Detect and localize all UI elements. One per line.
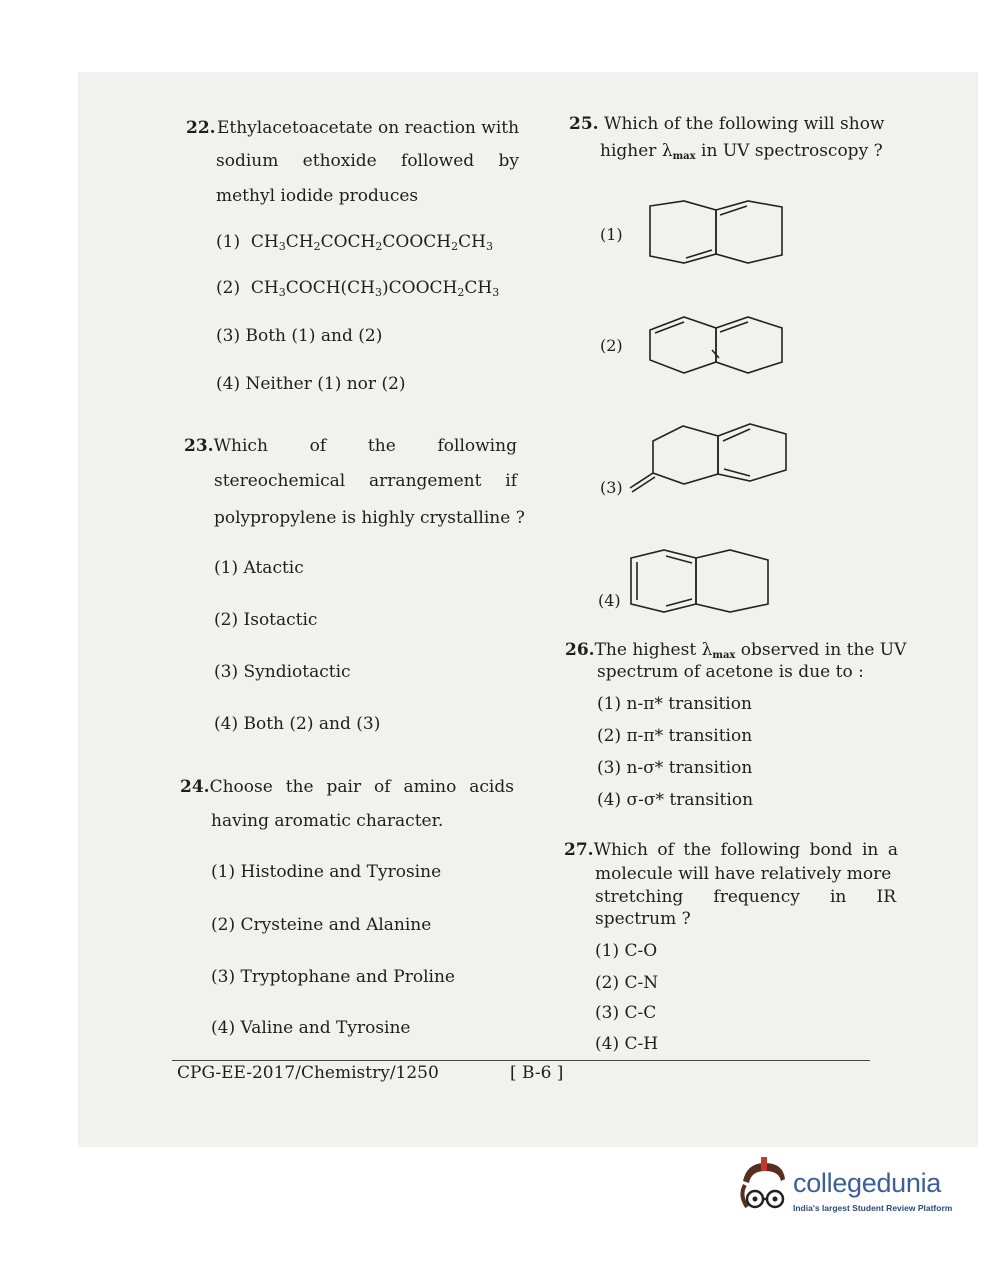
collegedunia-mascot-icon bbox=[735, 1155, 795, 1225]
question-text-line: 27.Which of the following bond in a bbox=[564, 840, 898, 860]
option-2-label[interactable]: (2) bbox=[600, 336, 623, 355]
option-1[interactable]: (1) C-O bbox=[595, 941, 658, 961]
option-2[interactable]: (2) $CH_3COCH(CH_3)COOCH_2CH_3$ bbox=[216, 278, 500, 299]
formula: $CH_3COCH(CH_3)COOCH_2CH_3$ bbox=[245, 278, 500, 299]
question-text-line: stereochemical arrangement if bbox=[214, 471, 517, 491]
option-2[interactable]: (2) Isotactic bbox=[214, 610, 318, 630]
option-4[interactable]: (4) Neither (1) nor (2) bbox=[216, 374, 406, 394]
page-number: [ B-6 ] bbox=[510, 1063, 564, 1083]
option-1[interactable]: (1) Atactic bbox=[214, 558, 304, 578]
option-4[interactable]: (4) Valine and Tyrosine bbox=[211, 1018, 411, 1038]
question-text-line: polypropylene is highly crystalline ? bbox=[214, 508, 525, 528]
question-text-line: molecule will have relatively more bbox=[595, 864, 892, 884]
question-text-line bbox=[216, 151, 519, 171]
option-1[interactable]: (1) $CH_3CH_2COCH_2COOCH_2CH_3$ bbox=[216, 232, 493, 253]
formula: $CH_3CH_2COCH_2COOCH_2CH_3$ bbox=[245, 232, 493, 253]
option-3[interactable]: (3) C-C bbox=[595, 1003, 657, 1023]
option-1[interactable]: (1) Histodine and Tyrosine bbox=[211, 862, 442, 882]
question-text-line: 24.Choose the pair of amino acids bbox=[180, 777, 514, 797]
option-4[interactable]: (4) Both (2) and (3) bbox=[214, 714, 381, 734]
brand-name: collegedunia bbox=[793, 1168, 942, 1198]
option-1[interactable]: (1) n-π* transition bbox=[597, 694, 752, 714]
question-text-line: spectrum of acetone is due to : bbox=[597, 662, 864, 682]
footer-divider bbox=[172, 1060, 870, 1061]
brand-tagline: India's largest Student Review Platform bbox=[793, 1203, 953, 1213]
molecule-3-triene bbox=[628, 418, 790, 494]
word: by bbox=[498, 151, 519, 171]
question-text-line: methyl iodide produces bbox=[216, 186, 419, 206]
option-1-label[interactable]: (1) bbox=[600, 225, 623, 244]
option-2[interactable]: (2) C-N bbox=[595, 973, 659, 993]
molecule-4-triene bbox=[626, 548, 772, 614]
question-text-line: higher $\lambda_{max}$ in UV spectroscopy ? bbox=[600, 141, 883, 162]
question-text-line: 25. Which of the following will show bbox=[569, 114, 885, 134]
molecule-2-diene bbox=[648, 314, 784, 376]
option-2[interactable]: (2) π-π* transition bbox=[597, 726, 753, 746]
question-text-line: spectrum ? bbox=[595, 909, 691, 929]
question-text-line: stretching frequency in IR bbox=[595, 887, 896, 907]
option-3[interactable]: (3) n-σ* transition bbox=[597, 758, 753, 778]
question-text-line: Ethylacetoacetate on reaction with bbox=[217, 118, 520, 138]
molecule-1-diene bbox=[648, 199, 784, 265]
question-number: 22. bbox=[186, 118, 216, 138]
question-text-line: 23.Which of the following bbox=[184, 436, 517, 456]
word: ethoxide bbox=[302, 151, 377, 171]
option-3[interactable]: (3) Both (1) and (2) bbox=[216, 326, 383, 346]
question-text-line: 26.The highest $\lambda_{max}$ observed in the UV bbox=[565, 640, 907, 661]
question-text-line: having aromatic character. bbox=[211, 811, 444, 831]
option-3[interactable]: (3) Syndiotactic bbox=[214, 662, 351, 682]
option-4[interactable]: (4) σ-σ* transition bbox=[597, 790, 754, 810]
word: sodium bbox=[216, 151, 279, 171]
option-3[interactable]: (3) Tryptophane and Proline bbox=[211, 967, 455, 987]
option-3-label[interactable]: (3) bbox=[600, 478, 623, 497]
option-2[interactable]: (2) Crysteine and Alanine bbox=[211, 915, 432, 935]
paper-code: CPG-EE-2017/Chemistry/1250 bbox=[177, 1063, 439, 1083]
word: followed bbox=[401, 151, 475, 171]
option-4-label[interactable]: (4) bbox=[598, 591, 621, 610]
option-4[interactable]: (4) C-H bbox=[595, 1034, 659, 1054]
